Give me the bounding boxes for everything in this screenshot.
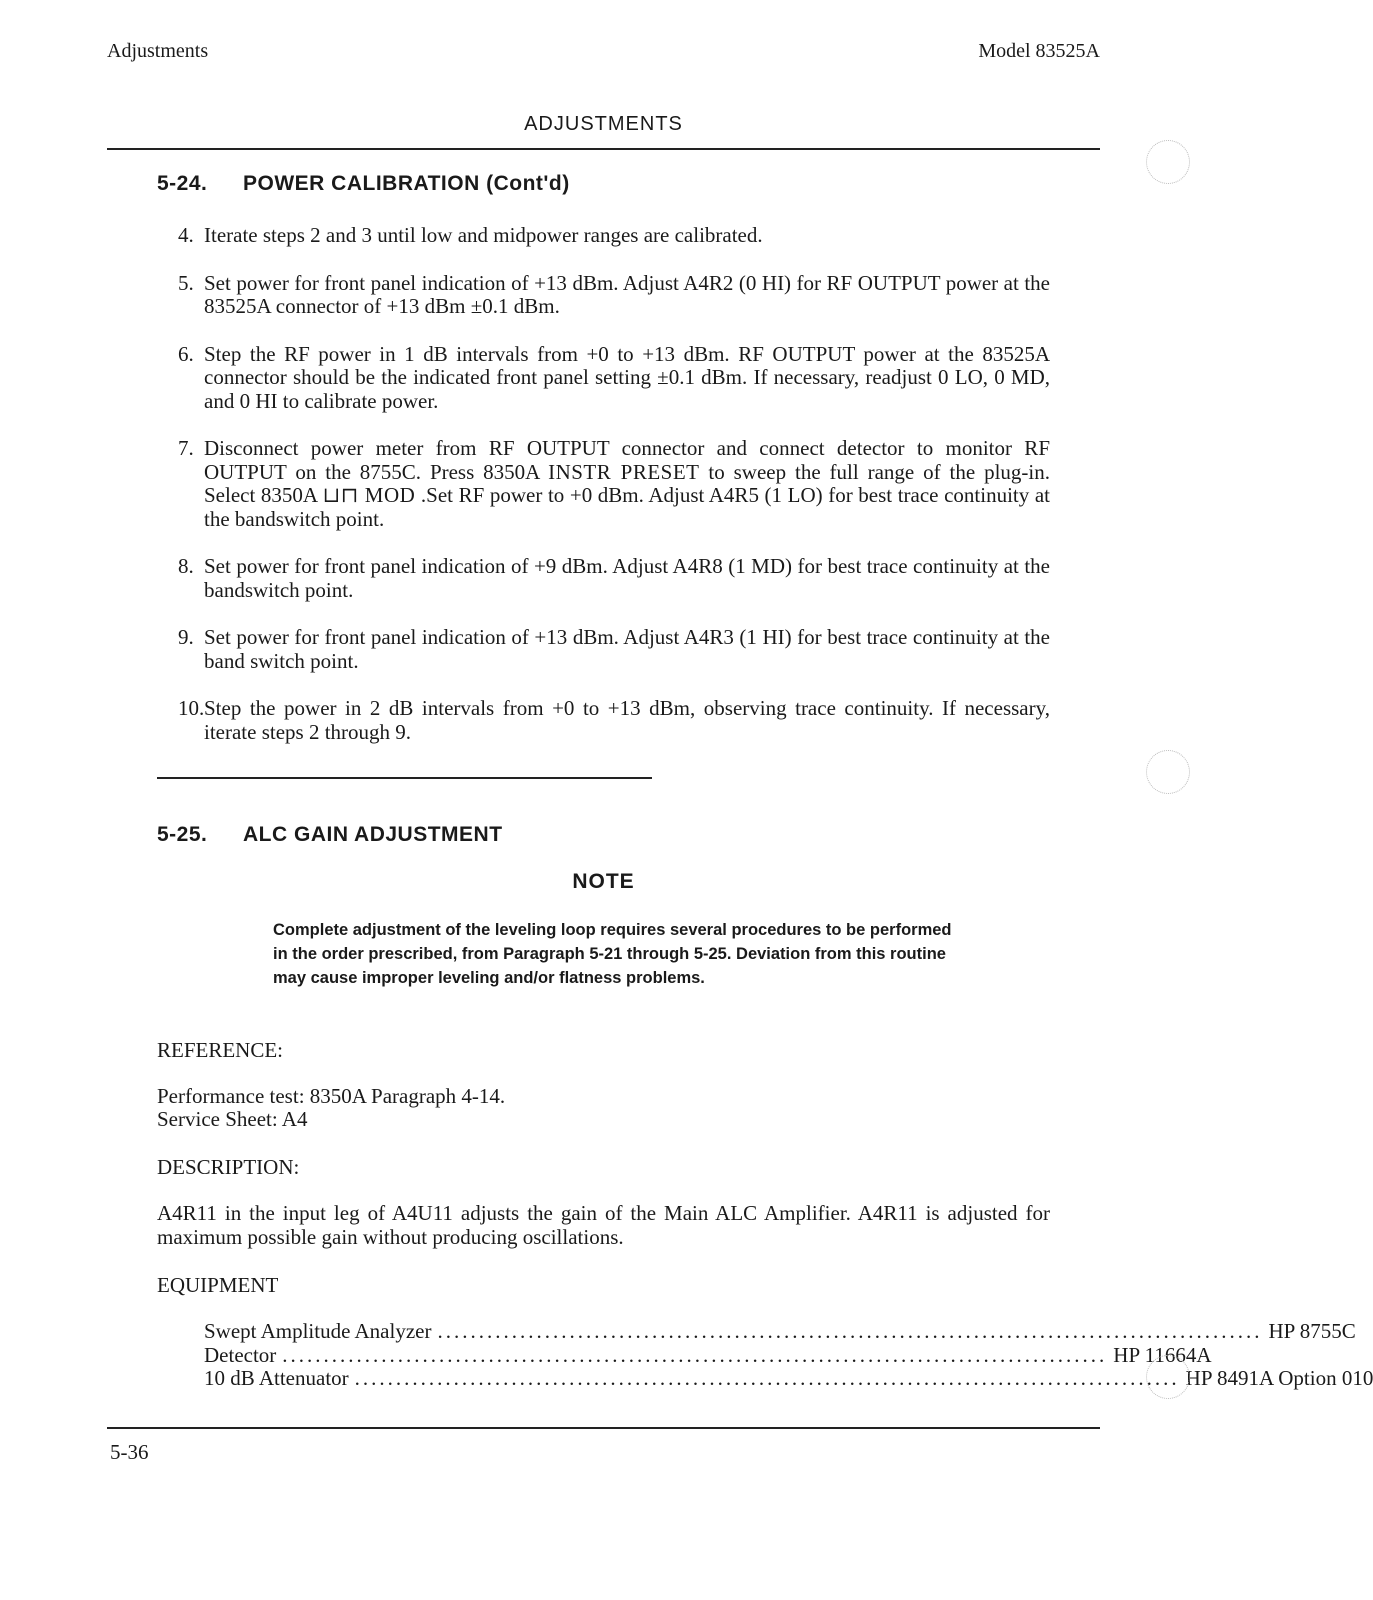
step-number: 9. [178, 625, 194, 649]
top-rule [107, 148, 1100, 150]
step-text: Set power for front panel indication of +13 dBm. Adjust A4R3 (1 HI) for best trace continuity at the band switch point. [204, 625, 1050, 673]
heading-number: 5-24. [157, 172, 208, 195]
step-number: 4. [178, 223, 194, 247]
reference-block [157, 1085, 505, 1131]
equipment-name: Detector [204, 1342, 277, 1367]
reference-line: Service Sheet: A4 [157, 1107, 308, 1131]
step-text: Step the power in 2 dB intervals from +0 to +13 dBm, observing trace continuity. If necessary, iterate steps 2 through 9. [204, 696, 1050, 744]
step-text-part: Disconnect power meter from RF OUTPUT connector and connect detector to monitor RF OUTPUT on the 8755C. Press 8350A [204, 436, 1050, 484]
step-text-part: .Set RF power to +0 dBm. Adjust A4R5 (1 LO) for best trace continuity at the bandswitch point. [204, 483, 1050, 531]
equipment-label: EQUIPMENT [157, 1273, 279, 1297]
pulse-mod-key: ⊔⊓ MOD [322, 483, 416, 507]
step-9 [157, 626, 1050, 673]
equipment-name: Swept Amplitude Analyzer [204, 1319, 432, 1343]
equipment-model: HP 8491A Option 010 [1185, 1366, 1373, 1390]
reference-label: REFERENCE: [157, 1038, 284, 1062]
description-text: A4R11 in the input leg of A4U11 adjusts the gain of the Main ALC Amplifier. A4R11 is adjusted for maximum possible gain without producing oscillations. [157, 1201, 1050, 1249]
step-7 [157, 437, 1050, 531]
heading-title: ALC GAIN ADJUSTMENT [243, 823, 503, 846]
heading-5-24 [157, 172, 570, 196]
step-4 [157, 224, 1050, 248]
binder-hole [1146, 750, 1190, 794]
heading-5-25 [157, 823, 503, 847]
step-number: 10. [178, 696, 205, 720]
equipment-name: 10 dB Attenuator [204, 1366, 349, 1390]
section-divider [157, 777, 652, 779]
running-header-left: Adjustments [107, 40, 209, 62]
step-text: Step the RF power in 1 dB intervals from +0 to +13 dBm. RF OUTPUT power at the 83525A connector should be the indicated front panel setting ±0.1 dBm. If necessary, readjust 0 LO, 0 MD, and 0 HI to calibrate power. [204, 341, 1050, 413]
page-number: 5-36 [110, 1440, 149, 1464]
section-title: ADJUSTMENTS [524, 113, 683, 135]
bottom-rule [107, 1427, 1100, 1429]
equipment-model: HP 11664A [1113, 1342, 1212, 1367]
leader-dots: .................................................................................................... [282, 1342, 1108, 1367]
step-text: Set power for front panel indication of +9 dBm. Adjust A4R8 (1 MD) for best trace continuity at the bandswitch point. [204, 554, 1050, 602]
equipment-row [204, 1342, 1212, 1368]
step-number: 6. [178, 341, 194, 366]
equipment-model: HP 8755C [1268, 1319, 1356, 1343]
step-text-part: to sweep the full range of the plug-in. Select 8350A [204, 459, 1050, 507]
procedure-steps [157, 224, 1050, 768]
step-text [204, 437, 1050, 531]
running-header-right: Model 83525A [978, 40, 1100, 62]
binder-hole [1146, 1355, 1190, 1399]
step-number: 5. [178, 270, 194, 295]
step-text: Iterate steps 2 and 3 until low and midpower ranges are calibrated. [204, 223, 763, 247]
note-title: NOTE [572, 870, 635, 893]
reference-line: Performance test: 8350A Paragraph 4-14. [157, 1084, 506, 1108]
note-text: Complete adjustment of the leveling loop requires several procedures to be performed in the order prescribed, from Paragraph 5-21 through 5-25. Deviation from this routine may cause improper leveling and/or flatness problems. [273, 921, 952, 987]
step-8 [157, 555, 1050, 602]
step-6 [157, 343, 1050, 414]
leader-dots: .................................................................................................... [354, 1366, 1180, 1390]
heading-number: 5-25. [157, 823, 208, 846]
equipment-row [204, 1319, 1356, 1344]
instr-preset-key: INSTR PRESET [548, 459, 700, 484]
step-10 [157, 697, 1050, 744]
step-number: 8. [178, 554, 194, 578]
equipment-list [204, 1319, 1373, 1391]
step-text: Set power for front panel indication of +13 dBm. Adjust A4R2 (0 HI) for RF OUTPUT power at the 83525A connector of +13 dBm ±0.1 dBm. [204, 270, 1050, 318]
binder-hole [1146, 140, 1190, 184]
step-number: 7. [178, 436, 194, 460]
leader-dots: .................................................................................................... [437, 1319, 1263, 1343]
description-label: DESCRIPTION: [157, 1155, 300, 1179]
heading-title: POWER CALIBRATION (Cont'd) [243, 172, 570, 195]
step-5 [157, 272, 1050, 319]
equipment-row [204, 1366, 1373, 1391]
